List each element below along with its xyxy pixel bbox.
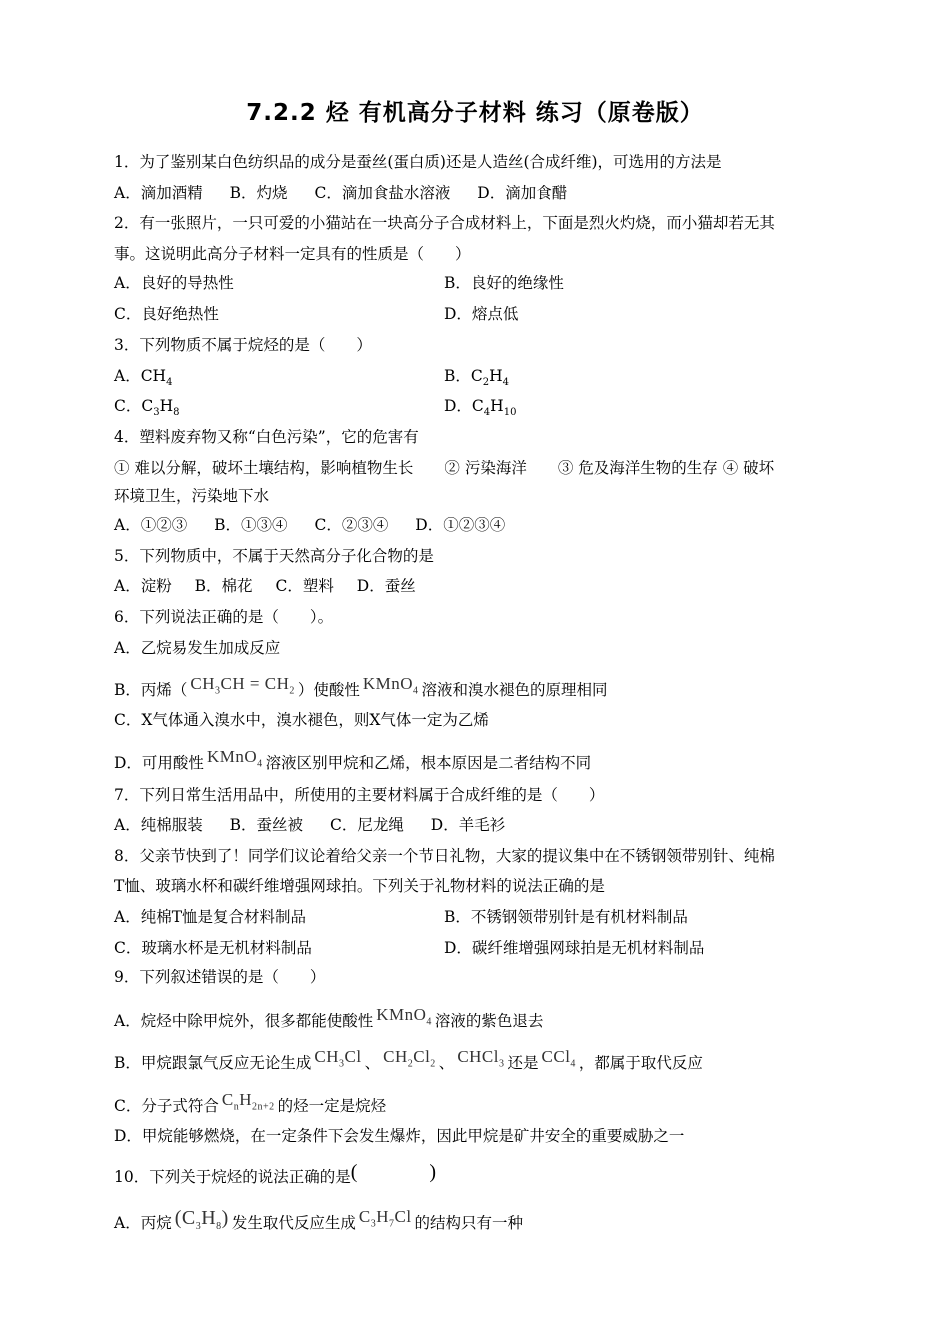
option-b-text: B．C [444,367,483,385]
subscript: 4 [570,1058,576,1070]
separator: 、 [364,1054,381,1072]
question-6-option-a: A．乙烷易发生加成反应 [114,639,281,657]
subscript: 3 [499,1058,505,1070]
subscript: 4 [426,1016,432,1028]
text-segment: ，都属于取代反应 [578,1054,703,1072]
formula-part: CH = CH [220,674,290,693]
subscript: 8 [216,1221,222,1232]
question-9-option-d: D．甲烷能够燃烧，在一定条件下会发生爆炸，因此甲烷是矿井安全的重要威胁之一 [114,1127,685,1145]
option-d: D．滴加食醋 [477,184,568,202]
question-6-option-b [114,674,608,707]
question-1-stem: 1．为了鉴别某白色纺织品的成分是蚕丝(蛋白质)还是人造丝(合成纤维)，可选用的方法是 [114,153,722,171]
subscript: 7 [388,1218,395,1230]
question-9-option-b [114,1047,703,1080]
subscript: 4 [166,377,173,389]
alkane-general-formula [221,1090,275,1113]
kmno4-formula [206,747,263,770]
subscript: 3 [339,1058,345,1070]
option-a: A．滴加酒精 [114,184,203,202]
formula-part: CH [383,1047,408,1066]
text-segment: 溶液的紫色退去 [434,1012,544,1030]
formula-part: Cl [413,1047,431,1066]
option-b-text: B．丙烯（ [114,681,188,699]
option-a: A．①②③ [114,516,188,534]
option-c: C．塑料 [275,577,334,595]
question-10-option-a [114,1207,524,1241]
propene-formula [190,674,295,697]
ch2cl2-formula [383,1047,436,1070]
subscript: 3 [153,407,160,419]
formula-part: CH [314,1047,340,1066]
subscript: 3 [195,1221,202,1232]
text-segment: 发生取代反应生成 [231,1214,356,1232]
formula-part: KMnO [206,747,258,766]
question-4-items-line2: 环境卫生，污染地下水 [114,487,270,505]
question-6-option-d [114,747,592,780]
question-8-option-b: B．不锈钢领带别针是有机材料制品 [444,908,688,926]
question-6-option-c: C．X气体通入溴水中，溴水褪色，则X气体一定为乙烯 [114,711,489,729]
element-symbol: H [490,397,504,415]
question-8-option-c: C．玻璃水杯是无机材料制品 [114,939,312,957]
c3h7cl-formula [358,1207,412,1230]
question-4-items-line1: ① 难以分解，破坏土壤结构，影响植物生长 ② 污染海洋 ③ 危及海洋生物的生存 ④ 破坏 [114,459,775,477]
formula-part: H [201,1207,217,1229]
question-9-stem: 9．下列叙述错误的是（ ） [114,968,326,986]
text-segment: ）使酸性 [297,681,360,699]
subscript: 4 [502,377,510,389]
formula-part: CH [190,674,216,693]
formula-part: Cl [394,1207,412,1226]
subscript: 4 [257,758,263,770]
question-3-option-b [444,366,509,393]
option-a-text: A．丙烷 [114,1214,172,1232]
option-a-text: A．烷烃中除甲烷外，很多都能使酸性 [114,1012,374,1030]
question-2-option-c: C．良好绝热性 [114,305,219,323]
option-d: D．羊毛衫 [430,816,506,834]
option-c: C．滴加食盐水溶液 [314,184,451,202]
subscript: 3 [370,1218,377,1230]
option-b: B．①③④ [214,516,288,534]
subscript: 2n+2 [252,1101,275,1113]
question-3-option-d [444,396,516,423]
question-3-option-c [114,396,180,423]
subscript: 2 [407,1058,414,1070]
kmno4-formula [376,1005,432,1028]
stem-text: 10．下列关于烷烃的说法正确的是 [114,1168,351,1186]
answer-paren-open: ( [350,1161,358,1183]
question-1-options [114,183,589,203]
subscript: 8 [173,407,180,419]
formula-part: CHCl [457,1047,499,1066]
subscript: 2 [289,685,295,697]
subscript: n [233,1101,240,1113]
text-segment: 溶液和溴水褪色的原理相同 [421,681,608,699]
option-c: C．②③④ [314,516,389,534]
subscript: 4 [483,407,491,419]
question-8-stem-line2: T恤、玻璃水杯和碳纤维增强网球拍。下列关于礼物材料的说法正确的是 [114,877,605,895]
subscript: 2 [482,377,490,389]
question-8-stem-line1: 8．父亲节快到了！同学们议论着给父亲一个节日礼物，大家的提议集中在不锈钢领带别针、纯棉 [114,847,775,865]
question-3-option-a [114,366,172,393]
option-a: A．纯棉服装 [114,816,203,834]
option-b: B．蚕丝被 [229,816,304,834]
ccl4-formula [541,1047,576,1070]
formula-part: H [376,1207,389,1226]
option-a-text: A．CH [114,367,167,385]
subscript: 3 [215,685,221,697]
formula-part: C [181,1207,196,1229]
option-d: D．蚕丝 [356,577,416,595]
question-4-stem: 4．塑料废弃物又称“白色污染”，它的危害有 [114,428,419,446]
question-3-stem: 3．下列物质不属于烷烃的是（ ） [114,336,372,354]
option-a: A．淀粉 [114,577,172,595]
text-segment: 的结构只有一种 [414,1214,524,1232]
question-10-stem [114,1161,437,1187]
question-2-option-a: A．良好的导热性 [114,274,234,292]
question-2-stem-line2: 事。这说明此高分子材料一定具有的性质是（ ） [114,245,471,263]
question-2-option-b: B．良好的绝缘性 [444,274,564,292]
option-c-text: C．分子式符合 [114,1097,219,1115]
question-7-options [114,815,527,835]
question-8-option-a: A．纯棉T恤是复合材料制品 [114,908,307,926]
question-7-stem: 7．下列日常生活用品中，所使用的主要材料属于合成纤维的是（ ） [114,786,605,804]
element-symbol: H [489,367,503,385]
option-c: C．尼龙绳 [329,816,404,834]
document-title: 7.2.2 烃 有机高分子材料 练习（原卷版） [246,100,704,126]
formula-part: KMnO [376,1005,427,1024]
option-d-text: D．可用酸性 [114,754,204,772]
option-b: B．灼烧 [229,184,288,202]
kmno4-formula [362,674,419,697]
ch3cl-formula [314,1047,362,1070]
element-symbol: H [159,397,174,415]
text-segment: 的烃一定是烷烃 [277,1097,387,1115]
formula-part: KMnO [362,674,414,693]
question-5-options [114,576,434,596]
separator: 、 [438,1054,455,1072]
chcl3-formula [457,1047,505,1070]
question-8-option-d: D．碳纤维增强网球拍是无机材料制品 [444,939,705,957]
option-b: B．棉花 [194,577,253,595]
text-segment: 还是 [507,1054,539,1072]
option-b-text: B．甲烷跟氯气反应无论生成 [114,1054,312,1072]
propane-formula: $(C_3H_8)$ [174,1207,229,1232]
question-4-options [114,515,527,535]
formula-part: H [239,1090,252,1109]
formula-part: C [358,1207,371,1226]
subscript: 2 [430,1058,436,1070]
formula-part: C [221,1090,234,1109]
formula-part: CCl [541,1047,571,1066]
option-d-text: D．C [444,397,484,415]
subscript: 4 [413,685,419,697]
question-5-stem: 5．下列物质中，不属于天然高分子化合物的是 [114,547,434,565]
question-6-stem: 6．下列说法正确的是（ ）。 [114,608,334,626]
question-2-option-d: D．熔点低 [444,305,519,323]
question-9-option-c [114,1090,387,1123]
formula-part: Cl [344,1047,362,1066]
option-d: D．①②③④ [415,516,506,534]
question-2-stem-line1: 2．有一张照片，一只可爱的小猫站在一块高分子合成材料上，下面是烈火灼烧，而小猫却若无其 [114,214,775,232]
option-c-text: C．C [114,397,154,415]
question-9-option-a [114,1005,544,1038]
answer-paren-close: ) [429,1161,437,1183]
text-segment: 溶液区别甲烷和乙烯，根本原因是二者结构不同 [265,754,592,772]
subscript: 10 [503,407,517,419]
